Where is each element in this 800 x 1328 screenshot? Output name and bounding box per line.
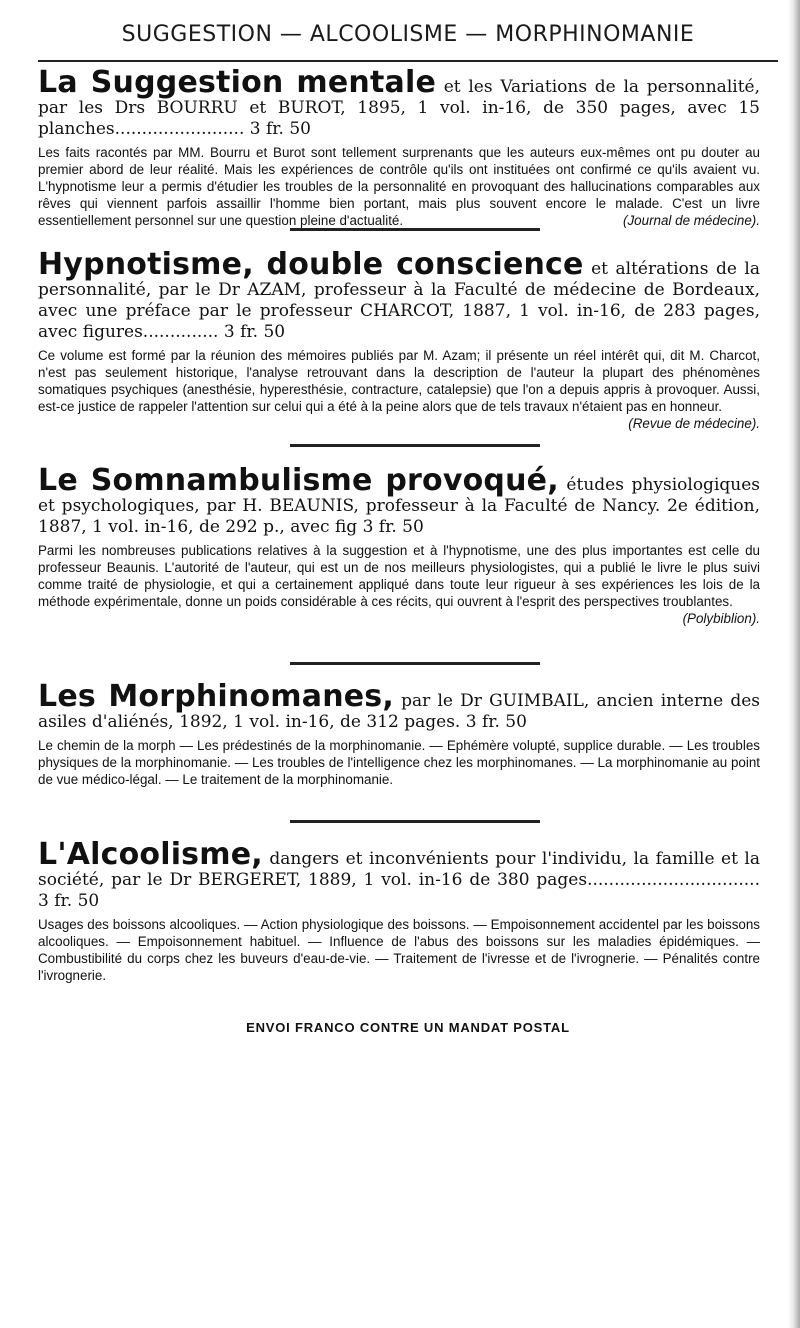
entry-citation: (Revue de médecine).: [628, 416, 760, 431]
section-separator: [290, 820, 540, 823]
entry-title: [38, 247, 760, 343]
running-head: SUGGESTION — ALCOOLISME — MORPHINOMANIE: [121, 22, 695, 47]
section-separator: [290, 444, 540, 447]
book-entry-alcoolisme: [38, 837, 760, 984]
section-separator: [290, 228, 540, 231]
entry-title-lead: Hypnotisme, double conscience: [38, 247, 584, 282]
entry-title-rest: et les Variations de la personnalité, par les Drs BOURRU et BUROT, 1895, 1 vol. in-16, de 350 pages, avec 15 planches........................ 3 fr. 50: [38, 77, 760, 139]
entry-title: [38, 679, 760, 733]
entry-citation: (Journal de médecine).: [623, 213, 760, 228]
book-entry-hypnotisme: [38, 247, 760, 432]
entry-title-rest: études physiologiques et psychologiques, par H. BEAUNIS, professeur à la Faculté de Nancy. 2e édition, 1887, 1 vol. in-16, de 292 p., avec fig 3 fr. 50: [38, 475, 760, 537]
entry-description-text: Parmi les nombreuses publications relatives à la suggestion et à l'hypnotisme, une des plus importantes est celle du professeur Beaunis. L'autorité de l'auteur, qui est un de nos meilleurs physiologistes, qui a publié le livre le plus suivi comme traité de physiologie, et qui a certainement appliqué dans toute leur rigueur à ses expériences les lois de la méthode expérimentale, donne un poids considérable à ces récits, qui ouvrent à l'esprit des perspectives troublantes.: [38, 543, 760, 609]
header-rule: [38, 60, 778, 62]
entry-title-rest: et altérations de la personnalité, par le Dr AZAM, professeur à la Faculté de médecine de Bordeaux, avec une préface par le professeur CHARCOT, 1887, 1 vol. in-16, de 283 pages, avec figures.............. 3 fr. 50: [38, 259, 760, 342]
entry-description: [38, 737, 760, 788]
entry-description-text: Le chemin de la morph — Les prédestinés de la morphinomanie. — Ephémère volupté, supplice durable. — Les troubles physiques de la morphinomanie. — Les troubles de l'intelligence chez les morphinomanes. — La morphinomanie au point de vue médico-légal. — Le traitement de la morphinomanie.: [38, 738, 760, 787]
section-separator: [290, 662, 540, 665]
entry-description: [38, 542, 760, 626]
page-edge-shadow: [788, 0, 800, 1328]
entry-description-text: Usages des boissons alcooliques. — Action physiologique des boissons. — Empoisonnement accidentel par les boissons alcooliques. — Empoisonnement habituel. — Influence de l'abus des boissons sur les maladies épidémiques. — Combustibilité du corps chez les buveurs d'eau-de-vie. — Traitement de l'ivresse et de l'ivrognerie. — Pénalités contre l'ivrognerie.: [38, 917, 760, 983]
book-entry-somnambulisme: [38, 463, 760, 627]
entry-title-rest: par le Dr GUIMBAIL, ancien interne des asiles d'aliénés, 1892, 1 vol. in-16, de 312 pages. 3 fr. 50: [38, 691, 760, 732]
book-entry-suggestion-mentale: [38, 65, 760, 229]
book-entry-morphinomanes: [38, 679, 760, 788]
entry-title-lead: Le Somnambulisme provoqué,: [38, 463, 559, 498]
entry-description: [38, 916, 760, 984]
entry-title-lead: La Suggestion mentale: [38, 65, 436, 100]
entry-title: [38, 65, 760, 140]
entry-description-text: Ce volume est formé par la réunion des mémoires publiés par M. Azam; il présente un réel intérêt qui, dit M. Charcot, n'est pas seulement historique, l'analyse retrouvant dans la description de l'auteur la plupart des phénomènes somatiques psychiques (anesthésie, hyperesthésie, contracture, catalepsie) que l'on a depuis appris à provoquer. Aussi, est-ce justice de rappeler l'attention sur celui qui a été à la peine alors que de tels travaux n'étaient pas en honneur.: [38, 348, 760, 414]
entry-title-lead: L'Alcoolisme,: [38, 837, 263, 872]
shipping-notice: ENVOI FRANCO CONTRE UN MANDAT POSTAL: [246, 1020, 570, 1035]
entry-description: [38, 144, 760, 229]
entry-description: [38, 347, 760, 431]
entry-description-text: Les faits racontés par MM. Bourru et Burot sont tellement surprenants que les auteurs eux-mêmes ont pu douter au premier abord de leur réalité. Mais les expériences de contrôle qu'ils ont instituées ont confirmé ce qu'ils avaient vu. L'hypnotisme leur a permis d'étudier les troubles de la personnalité en provoquant des hallucinations comparables aux rêves qui viennent parfois assaillir l'homme bien portant, mais plus souvent encore le malade. C'est un livre essentiellement personnel sur une question pleine d'actualité.: [38, 145, 760, 228]
entry-title-lead: Les Morphinomanes,: [38, 679, 394, 714]
entry-title: [38, 463, 760, 538]
entry-title-rest: dangers et inconvénients pour l'individu, la famille et la société, par le Dr BERGERET, 1889, 1 vol. in-16 de 380 pages................................ 3 fr. 50: [38, 849, 760, 911]
entry-title: [38, 837, 760, 912]
entry-citation: (Polybiblion).: [682, 611, 760, 626]
